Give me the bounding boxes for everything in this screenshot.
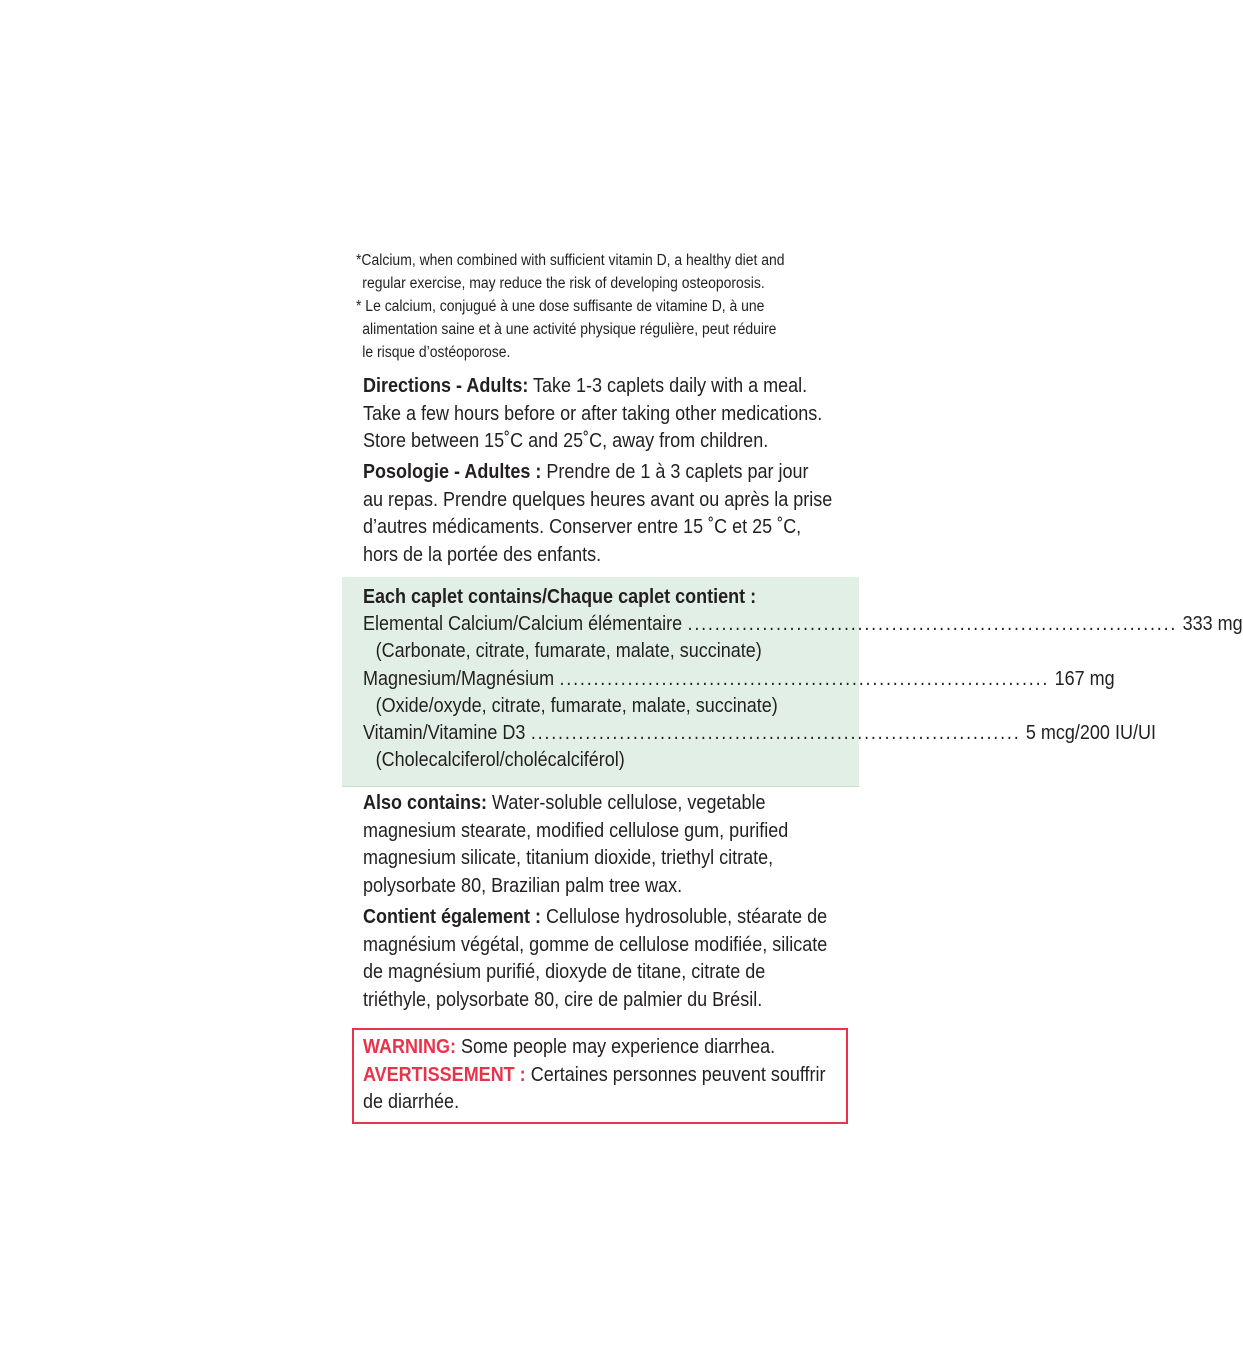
footnote-fr-line: * Le calcium, conjugué à une dose suffisante de vitamine D, à une bbox=[356, 298, 765, 315]
directions-label: Directions - Adults: bbox=[363, 375, 529, 397]
warning-text-fr: de diarrhée. bbox=[363, 1091, 460, 1113]
posologie-section bbox=[363, 459, 831, 569]
ingredient-row bbox=[363, 720, 1156, 747]
also-contains-text: magnesium stearate, modified cellulose gum, purified bbox=[363, 819, 789, 842]
ingredient-amount: 333 mg bbox=[1182, 613, 1243, 636]
footnote-fr-line: le risque d’ostéoporose. bbox=[362, 344, 511, 361]
ingredient-source: (Oxide/oxyde, citrate, fumarate, malate, succinate) bbox=[375, 694, 778, 717]
directions-text: Store between 15˚C and 25˚C, away from children. bbox=[363, 430, 769, 452]
ingredient-name: Elemental Calcium/Calcium élémentaire bbox=[363, 613, 683, 636]
ingredient-source: (Carbonate, citrate, fumarate, malate, succinate) bbox=[375, 640, 762, 663]
also-contains-label: Also contains: bbox=[363, 792, 488, 814]
contient-text: magnésium végétal, gomme de cellulose modifiée, silicate bbox=[363, 933, 828, 956]
warning-text-fr: Certaines personnes peuvent souffrir bbox=[525, 1063, 826, 1086]
dot-leader: ........................................................................ bbox=[687, 613, 1178, 636]
medicinal-ingredients bbox=[363, 584, 1243, 774]
directions-section bbox=[363, 373, 831, 456]
warning-label-en: WARNING: bbox=[363, 1036, 456, 1058]
dot-leader: ........................................................................ bbox=[559, 667, 1050, 690]
ingredient-row bbox=[363, 666, 1115, 693]
footnote-en-line: regular exercise, may reduce the risk of developing osteoporosis. bbox=[362, 275, 765, 292]
posologie-text: hors de la portée des enfants. bbox=[363, 543, 602, 566]
also-contains-section bbox=[363, 790, 831, 900]
directions-text: Take a few hours before or after taking other medications. bbox=[363, 402, 823, 425]
also-contains-text: Water-soluble cellulose, vegetable bbox=[487, 792, 766, 814]
directions-text: Take 1-3 caplets daily with a meal. bbox=[528, 375, 808, 397]
ingredient-name: Magnesium/Magnésium bbox=[363, 667, 555, 690]
footnote-en-line: *Calcium, when combined with sufficient vitamin D, a healthy diet and bbox=[356, 252, 785, 269]
contient-text: triéthyle, polysorbate 80, cire de palmier du Brésil. bbox=[363, 988, 763, 1011]
osteoporosis-claim-footnotes bbox=[356, 249, 788, 364]
posologie-text: Prendre de 1 à 3 caplets par jour bbox=[541, 461, 809, 483]
contient-text: Cellulose hydrosoluble, stéarate de bbox=[541, 906, 828, 928]
warning-section bbox=[363, 1034, 831, 1117]
footnote-fr-line: alimentation saine et à une activité physique régulière, peut réduire bbox=[362, 321, 777, 338]
warning-text-en: Some people may experience diarrhea. bbox=[455, 1036, 776, 1058]
ingredient-row bbox=[363, 611, 1243, 638]
ingredients-heading: Each caplet contains/Chaque caplet contient : bbox=[363, 586, 757, 608]
dot-leader: ........................................................................ bbox=[530, 722, 1021, 745]
ingredient-amount: 5 mcg/200 IU/UI bbox=[1025, 722, 1156, 745]
ingredient-amount: 167 mg bbox=[1054, 667, 1115, 690]
contient-section bbox=[363, 904, 831, 1014]
warning-label-fr: AVERTISSEMENT : bbox=[363, 1063, 526, 1086]
posologie-label: Posologie - Adultes : bbox=[363, 461, 542, 483]
ingredient-source: (Cholecalciferol/cholécalciférol) bbox=[375, 749, 625, 772]
contient-text: de magnésium purifié, dioxyde de titane, citrate de bbox=[363, 961, 766, 983]
posologie-text: d’autres médicaments. Conserver entre 15 ˚C et 25 ˚C, bbox=[363, 516, 802, 538]
also-contains-text: polysorbate 80, Brazilian palm tree wax. bbox=[363, 874, 683, 897]
posologie-text: au repas. Prendre quelques heures avant ou après la prise bbox=[363, 488, 833, 511]
also-contains-text: magnesium silicate, titanium dioxide, triethyl citrate, bbox=[363, 847, 774, 869]
ingredient-name: Vitamin/Vitamine D3 bbox=[363, 722, 526, 745]
contient-label: Contient également : bbox=[363, 906, 542, 928]
